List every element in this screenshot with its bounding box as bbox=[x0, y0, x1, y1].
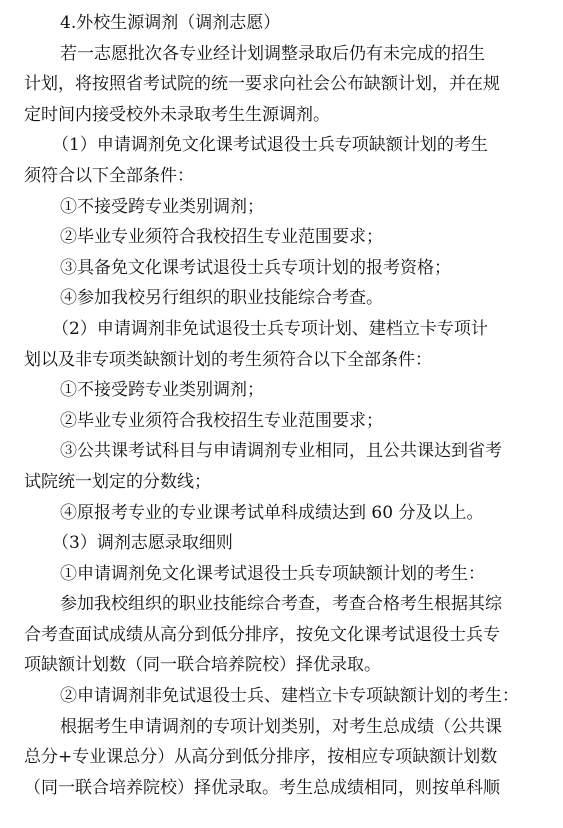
text-line: 总分+专业课总分）从高分到低分排序，按相应专项缺额计划数 bbox=[24, 747, 498, 768]
text-line: 根据考生申请调剂的专项计划类别，对考生总成绩（公共课 bbox=[60, 716, 502, 737]
text-line: ②毕业专业须符合我校招生专业范围要求； bbox=[60, 410, 383, 431]
text-line: 合考查面试成绩从高分到低分排序，按免文化课考试退役士兵专 bbox=[24, 624, 500, 645]
text-line: 须符合以下全部条件： bbox=[24, 165, 194, 186]
text-line: 试院统一划定的分数线； bbox=[24, 471, 211, 492]
text-line: （同一联合培养院校）择优录取。考生总成绩相同，则按单科顺 bbox=[24, 777, 500, 798]
text-line: ④参加我校另行组织的职业技能综合考查。 bbox=[60, 288, 383, 309]
text-line: 4.外校生源调剂（调剂志愿） bbox=[60, 13, 281, 33]
text-line: 计划，将按照省考试院的统一要求向社会公布缺额计划，并在规 bbox=[24, 74, 500, 95]
text-line: 项缺额计划数（同一联合培养院校）择优录取。 bbox=[24, 655, 381, 676]
text-line: （2）申请调剂非免试退役士兵专项计划、建档立卡专项计 bbox=[52, 318, 488, 339]
text-line: ②毕业专业须符合我校招生专业范围要求； bbox=[60, 227, 383, 248]
text-line: （1）申请调剂免文化课考试退役士兵专项缺额计划的考生 bbox=[52, 135, 488, 156]
text-line: ③公共课考试科目与申请调剂专业相同，且公共课达到省考 bbox=[60, 441, 502, 462]
text-line: ③具备免文化课考试退役士兵专项计划的报考资格； bbox=[60, 257, 451, 278]
text-line: ④原报考专业的专业课考试单科成绩达到 60 分及以上。 bbox=[60, 502, 484, 523]
text-line: 若一志愿批次各专业经计划调整录取后仍有未完成的招生 bbox=[60, 43, 485, 64]
text-line: （3）调剂志愿录取细则 bbox=[52, 533, 233, 554]
text-line: ①不接受跨专业类别调剂； bbox=[60, 380, 264, 401]
text-line: 划以及非专项类缺额计划的考生须符合以下全部条件： bbox=[24, 349, 432, 370]
text-line: ①申请调剂免文化课考试退役士兵专项缺额计划的考生： bbox=[60, 563, 485, 584]
text-line: ①不接受跨专业类别调剂； bbox=[60, 196, 264, 217]
text-line: 定时间内接受校外未录取考生生源调剂。 bbox=[24, 104, 330, 125]
text-line: 参加我校组织的职业技能综合考查，考查合格考生根据其综 bbox=[60, 594, 502, 615]
text-line: ②申请调剂非免试退役士兵、建档立卡专项缺额计划的考生： bbox=[60, 686, 519, 707]
